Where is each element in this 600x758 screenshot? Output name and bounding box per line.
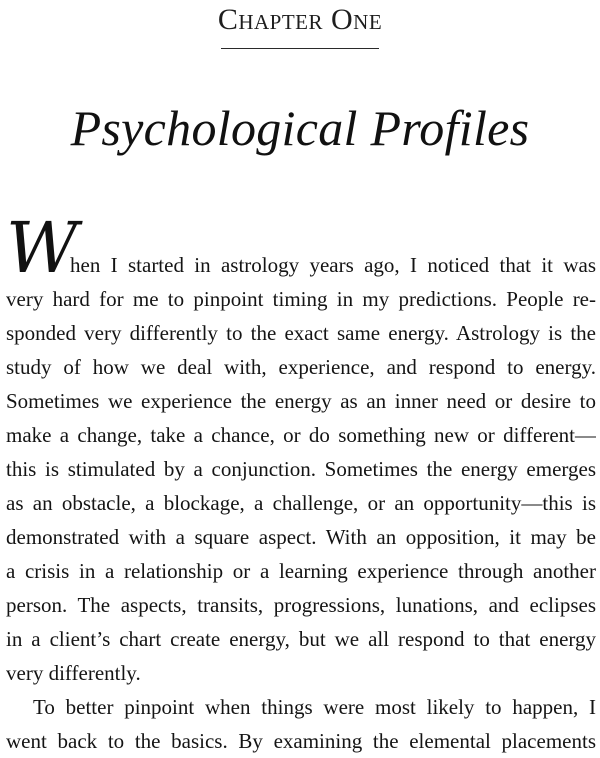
text-line: went back to the basics. By examining the elemental placements <box>6 729 596 753</box>
text-line: as an obstacle, a blockage, a challenge, or an opportunity—this is <box>6 491 596 515</box>
text-line: a crisis in a relationship or a learning experience through another <box>6 559 596 583</box>
text-line: this is stimulated by a conjunction. Sometimes the energy emerges <box>6 457 596 481</box>
text-line: study of how we deal with, experience, and respond to energy. <box>6 355 596 379</box>
text-line: sponded very differently to the exact same energy. Astrology is the <box>6 321 596 345</box>
drop-cap: W <box>6 207 78 289</box>
text-line: very hard for me to pinpoint timing in my predictions. People re- <box>6 287 596 311</box>
chapter-divider <box>221 48 379 49</box>
text-line: very differently. <box>6 661 141 685</box>
text-line: person. The aspects, transits, progressions, lunations, and eclipses <box>6 593 596 617</box>
chapter-label: Chapter One <box>217 3 383 36</box>
text-line: demonstrated with a square aspect. With an opposition, it may be <box>6 525 596 549</box>
paragraph-1-first-line: hen I started in astrology years ago, I noticed that it was <box>70 253 596 277</box>
text-line: Sometimes we experience the energy as an inner need or desire to <box>6 389 596 413</box>
text-line: To better pinpoint when things were most likely to happen, I <box>33 695 596 719</box>
text-line: in a client’s chart create energy, but we all respond to that energy <box>6 627 596 651</box>
text-line: make a change, take a chance, or do something new or different— <box>6 423 596 447</box>
body-text <box>6 282 596 758</box>
chapter-title: Psychological Profiles <box>70 100 530 156</box>
